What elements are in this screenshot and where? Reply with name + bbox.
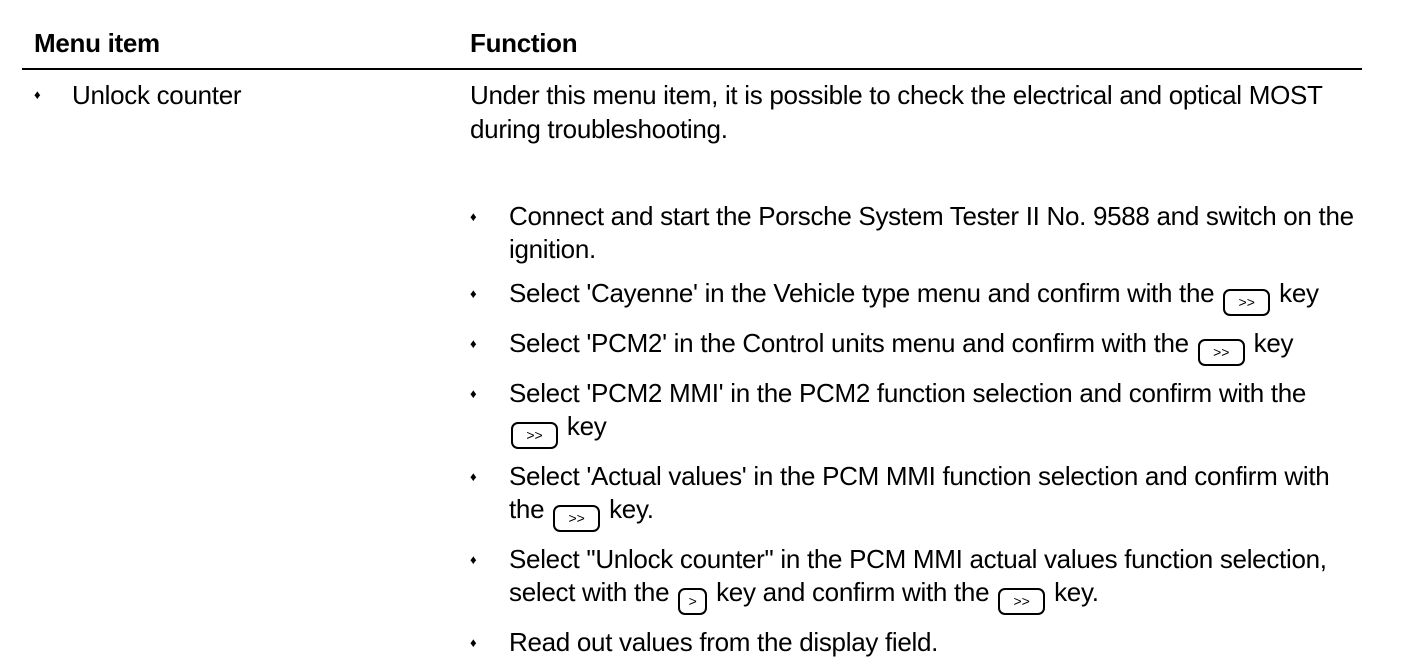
menu-item-label: Unlock counter bbox=[72, 80, 242, 110]
step-text-part: key and confirm with the bbox=[709, 577, 997, 607]
header-divider bbox=[22, 68, 1362, 70]
step-text: Read out values from the display field. bbox=[509, 627, 939, 657]
bullet-diamond-icon: ♦ bbox=[470, 469, 477, 484]
bullet-diamond-icon: ♦ bbox=[34, 87, 41, 102]
step-text bbox=[509, 327, 1293, 366]
step-text-part: Select "Unlock counter" in the PCM MMI actual values function selection, select with the bbox=[509, 544, 1327, 607]
step-item bbox=[470, 327, 1360, 366]
bullet-diamond-icon: ♦ bbox=[470, 336, 477, 351]
step-item bbox=[470, 626, 1360, 660]
forward-key-icon: >> bbox=[998, 588, 1045, 615]
step-text-part: key. bbox=[602, 494, 654, 524]
forward-key-icon: >> bbox=[1198, 339, 1245, 366]
step-text-part: Select 'PCM2' in the Control units menu and confirm with the bbox=[509, 328, 1196, 358]
step-item bbox=[470, 377, 1360, 449]
menu-item-unlock-counter bbox=[34, 78, 241, 112]
select-key-icon: > bbox=[678, 588, 707, 615]
step-text-part: Select 'PCM2 MMI' in the PCM2 function selection and confirm with the bbox=[509, 378, 1307, 408]
bullet-diamond-icon: ♦ bbox=[470, 286, 477, 301]
step-text-part: key bbox=[560, 411, 607, 441]
step-item bbox=[470, 277, 1360, 316]
forward-key-icon: >> bbox=[1223, 289, 1270, 316]
step-text: Connect and start the Porsche System Tester II No. 9588 and switch on the ignition. bbox=[509, 201, 1354, 264]
step-text bbox=[509, 277, 1319, 316]
step-text-part: key bbox=[1272, 278, 1319, 308]
bullet-diamond-icon: ♦ bbox=[470, 635, 477, 650]
procedure-steps bbox=[470, 200, 1360, 671]
column-header-menu-item: Menu item bbox=[34, 28, 160, 58]
step-text bbox=[509, 377, 1360, 449]
step-text-part: Select 'Cayenne' in the Vehicle type menu and confirm with the bbox=[509, 278, 1222, 308]
step-text bbox=[509, 543, 1360, 615]
forward-key-icon: >> bbox=[553, 505, 600, 532]
step-text-part: Select 'Actual values' in the PCM MMI function selection and confirm with the bbox=[509, 461, 1330, 524]
bullet-diamond-icon: ♦ bbox=[470, 386, 477, 401]
forward-key-icon: >> bbox=[511, 422, 558, 449]
step-text-part: key. bbox=[1047, 577, 1099, 607]
bullet-diamond-icon: ♦ bbox=[470, 552, 477, 567]
step-item bbox=[470, 460, 1360, 532]
step-item bbox=[470, 543, 1360, 615]
bullet-diamond-icon: ♦ bbox=[470, 209, 477, 224]
column-header-function: Function bbox=[470, 28, 578, 58]
step-text bbox=[509, 460, 1360, 532]
step-item bbox=[470, 200, 1360, 266]
function-description: Under this menu item, it is possible to check the electrical and optical MOST during troubleshooting. bbox=[470, 80, 1323, 144]
step-text-part: key bbox=[1246, 328, 1294, 358]
